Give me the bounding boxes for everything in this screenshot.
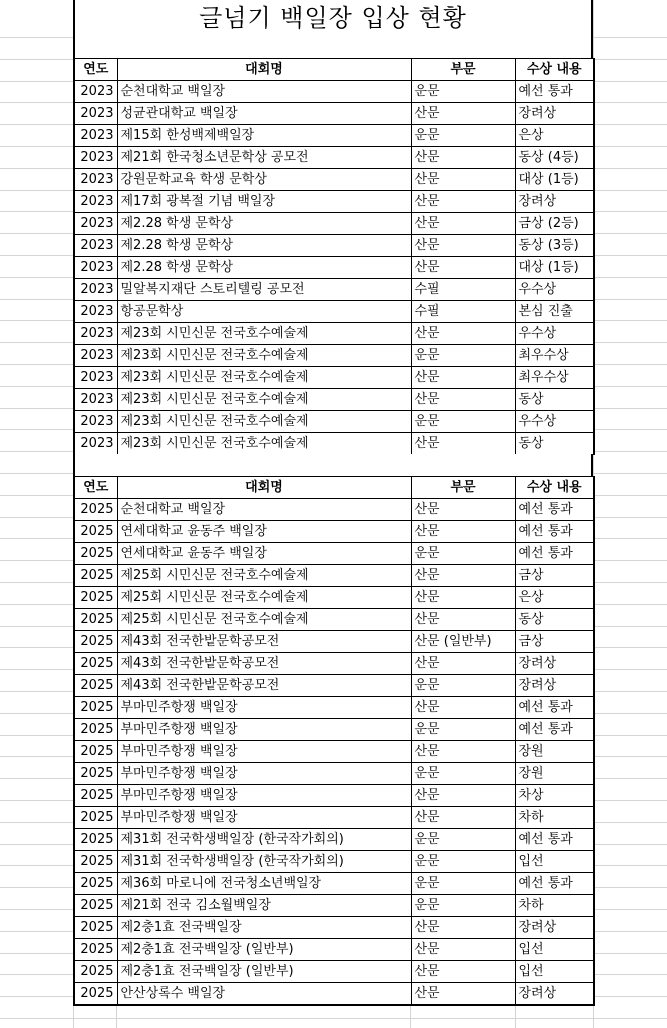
category-cell[interactable]: 산문 [411, 521, 515, 543]
category-cell[interactable]: 산문 [411, 785, 515, 807]
year-cell[interactable]: 2025 [74, 565, 117, 587]
award-cell[interactable]: 동상 (3등) [515, 235, 594, 257]
year-cell[interactable]: 2025 [74, 983, 117, 1006]
category-cell[interactable]: 산문 [411, 565, 515, 587]
contest-cell[interactable]: 밀알복지재단 스토리텔링 공모전 [117, 279, 411, 301]
contest-cell[interactable]: 제15회 한성백제백일장 [117, 125, 411, 147]
contest-cell[interactable]: 제23회 시민신문 전국호수예술제 [117, 323, 411, 345]
table-row [74, 323, 594, 345]
header-category[interactable]: 부문 [411, 59, 515, 81]
contest-cell[interactable]: 제23회 시민신문 전국호수예술제 [117, 433, 411, 455]
year-cell[interactable]: 2023 [74, 367, 117, 389]
table-row [74, 499, 594, 521]
contest-cell[interactable]: 제2충1효 전국백일장 [117, 917, 411, 939]
contest-cell[interactable]: 제23회 시민신문 전국호수예술제 [117, 367, 411, 389]
contest-cell[interactable]: 제2.28 학생 문학상 [117, 213, 411, 235]
year-cell[interactable]: 2023 [74, 301, 117, 323]
award-cell[interactable]: 장원 [515, 763, 594, 785]
contest-cell[interactable]: 항공문학상 [117, 301, 411, 323]
year-cell[interactable]: 2025 [74, 653, 117, 675]
table-row [74, 81, 594, 103]
award-cell[interactable]: 장려상 [515, 103, 594, 125]
table-row [74, 213, 594, 235]
contest-cell[interactable]: 제23회 시민신문 전국호수예술제 [117, 411, 411, 433]
year-cell[interactable]: 2023 [74, 125, 117, 147]
page-title: 글넘기 백일장 입상 현황 [199, 4, 467, 32]
year-cell[interactable]: 2023 [74, 235, 117, 257]
year-cell[interactable]: 2023 [74, 345, 117, 367]
header-year[interactable]: 연도 [74, 59, 117, 81]
award-cell[interactable]: 본심 진출 [515, 301, 594, 323]
award-cell[interactable]: 장려상 [515, 653, 594, 675]
contest-cell[interactable]: 제2충1효 전국백일장 (일반부) [117, 961, 411, 983]
contest-cell[interactable]: 부마민주항쟁 백일장 [117, 807, 411, 829]
table-row [74, 675, 594, 697]
category-cell[interactable]: 산문 [411, 147, 515, 169]
gridline-horizontal [0, 1018, 667, 1019]
award-cell[interactable]: 대상 (1등) [515, 257, 594, 279]
contest-cell[interactable]: 제43회 전국한밭문학공모전 [117, 675, 411, 697]
contest-cell[interactable]: 제2충1효 전국백일장 (일반부) [117, 939, 411, 961]
award-cell[interactable]: 입선 [515, 939, 594, 961]
table-row [74, 917, 594, 939]
category-cell[interactable]: 산문 [411, 169, 515, 191]
award-cell[interactable]: 예선 통과 [515, 81, 594, 103]
year-cell[interactable]: 2025 [74, 719, 117, 741]
award-cell[interactable]: 예선 통과 [515, 543, 594, 565]
year-cell[interactable]: 2025 [74, 499, 117, 521]
category-cell[interactable]: 운문 [411, 719, 515, 741]
category-cell[interactable]: 운문 [411, 345, 515, 367]
year-cell[interactable]: 2023 [74, 279, 117, 301]
year-cell[interactable]: 2025 [74, 851, 117, 873]
category-cell[interactable]: 산문 [411, 983, 515, 1006]
contest-cell[interactable]: 제17회 광복절 기념 백일장 [117, 191, 411, 213]
header-row [74, 59, 594, 81]
table-row [74, 961, 594, 983]
year-cell[interactable]: 2023 [74, 147, 117, 169]
award-cell[interactable]: 장려상 [515, 675, 594, 697]
header-award[interactable]: 수상 내용 [515, 477, 594, 499]
contest-cell[interactable]: 제2.28 학생 문학상 [117, 235, 411, 257]
table-row [74, 521, 594, 543]
year-cell[interactable]: 2023 [74, 257, 117, 279]
award-cell[interactable]: 은상 [515, 125, 594, 147]
category-cell[interactable]: 산문 [411, 587, 515, 609]
category-cell[interactable]: 산문 [411, 103, 515, 125]
empty-row[interactable] [73, 454, 593, 476]
contest-cell[interactable]: 부마민주항쟁 백일장 [117, 741, 411, 763]
category-cell[interactable]: 산문 [411, 917, 515, 939]
contest-cell[interactable]: 부마민주항쟁 백일장 [117, 785, 411, 807]
category-cell[interactable]: 산문 [411, 191, 515, 213]
category-cell[interactable]: 운문 [411, 125, 515, 147]
award-cell[interactable]: 차상 [515, 785, 594, 807]
table-row [74, 433, 594, 455]
year-cell[interactable]: 2025 [74, 521, 117, 543]
table-row [74, 631, 594, 653]
year-cell[interactable]: 2025 [74, 587, 117, 609]
category-cell[interactable]: 운문 [411, 763, 515, 785]
contest-cell[interactable]: 제43회 전국한밭문학공모전 [117, 653, 411, 675]
table-row [74, 609, 594, 631]
year-cell[interactable]: 2023 [74, 411, 117, 433]
award-cell[interactable]: 예선 통과 [515, 697, 594, 719]
award-cell[interactable]: 동상 (4등) [515, 147, 594, 169]
table-row [74, 411, 594, 433]
award-cell[interactable]: 장려상 [515, 983, 594, 1006]
year-cell[interactable]: 2023 [74, 103, 117, 125]
table-row [74, 587, 594, 609]
contest-cell[interactable]: 제21회 전국 김소월백일장 [117, 895, 411, 917]
award-cell[interactable]: 최우수상 [515, 345, 594, 367]
year-cell[interactable]: 2023 [74, 433, 117, 455]
year-cell[interactable]: 2023 [74, 323, 117, 345]
award-cell[interactable]: 대상 (1등) [515, 169, 594, 191]
contest-cell[interactable]: 부마민주항쟁 백일장 [117, 697, 411, 719]
header-contest[interactable]: 대회명 [117, 477, 411, 499]
category-cell[interactable]: 운문 [411, 895, 515, 917]
category-cell[interactable]: 산문 (일반부) [411, 631, 515, 653]
year-cell[interactable]: 2025 [74, 829, 117, 851]
table-row [74, 345, 594, 367]
category-cell[interactable]: 산문 [411, 609, 515, 631]
category-cell[interactable]: 산문 [411, 213, 515, 235]
award-cell[interactable]: 예선 통과 [515, 719, 594, 741]
table-row [74, 895, 594, 917]
year-cell[interactable]: 2023 [74, 191, 117, 213]
table-row [74, 807, 594, 829]
year-cell[interactable]: 2025 [74, 785, 117, 807]
award-cell[interactable]: 예선 통과 [515, 499, 594, 521]
table-row [74, 169, 594, 191]
award-cell[interactable]: 우수상 [515, 279, 594, 301]
award-cell[interactable]: 차하 [515, 895, 594, 917]
table-row [74, 851, 594, 873]
year-cell[interactable]: 2025 [74, 675, 117, 697]
year-cell[interactable]: 2025 [74, 609, 117, 631]
year-cell[interactable]: 2025 [74, 741, 117, 763]
contest-cell[interactable]: 순천대학교 백일장 [117, 499, 411, 521]
award-cell[interactable]: 차하 [515, 807, 594, 829]
title-cell[interactable] [73, 0, 593, 37]
award-cell[interactable]: 동상 [515, 433, 594, 455]
contest-cell[interactable]: 연세대학교 윤동주 백일장 [117, 543, 411, 565]
contest-cell[interactable]: 제21회 한국청소년문학상 공모전 [117, 147, 411, 169]
table-row [74, 565, 594, 587]
year-cell[interactable]: 2025 [74, 631, 117, 653]
table-row [74, 367, 594, 389]
table-row [74, 873, 594, 895]
year-cell[interactable]: 2025 [74, 917, 117, 939]
category-cell[interactable]: 산문 [411, 389, 515, 411]
year-cell[interactable]: 2023 [74, 169, 117, 191]
table-row [74, 697, 594, 719]
category-cell[interactable]: 수필 [411, 301, 515, 323]
contest-cell[interactable]: 부마민주항쟁 백일장 [117, 719, 411, 741]
year-cell[interactable]: 2025 [74, 873, 117, 895]
table-row [74, 719, 594, 741]
header-year[interactable]: 연도 [74, 477, 117, 499]
year-cell[interactable]: 2025 [74, 939, 117, 961]
category-cell[interactable]: 운문 [411, 81, 515, 103]
header-category[interactable]: 부문 [411, 477, 515, 499]
year-cell[interactable]: 2025 [74, 807, 117, 829]
awards-table-2025 [73, 476, 595, 1006]
category-cell[interactable]: 산문 [411, 961, 515, 983]
year-cell[interactable]: 2025 [74, 895, 117, 917]
award-cell[interactable]: 금상 [515, 565, 594, 587]
award-cell[interactable]: 우수상 [515, 323, 594, 345]
category-cell[interactable]: 산문 [411, 939, 515, 961]
contest-cell[interactable]: 제25회 시민신문 전국호수예술제 [117, 609, 411, 631]
contest-cell[interactable]: 제2.28 학생 문학상 [117, 257, 411, 279]
year-cell[interactable]: 2025 [74, 763, 117, 785]
header-award[interactable]: 수상 내용 [515, 59, 594, 81]
year-cell[interactable]: 2025 [74, 543, 117, 565]
header-row [74, 477, 594, 499]
contest-cell[interactable]: 제31회 전국학생백일장 (한국작가회의) [117, 829, 411, 851]
table-row [74, 301, 594, 323]
contest-cell[interactable]: 강원문학교육 학생 문학상 [117, 169, 411, 191]
award-cell[interactable]: 동상 [515, 389, 594, 411]
contest-cell[interactable]: 연세대학교 윤동주 백일장 [117, 521, 411, 543]
year-cell[interactable]: 2025 [74, 697, 117, 719]
category-cell[interactable]: 운문 [411, 829, 515, 851]
header-contest[interactable]: 대회명 [117, 59, 411, 81]
contest-cell[interactable]: 안산상록수 백일장 [117, 983, 411, 1006]
award-cell[interactable]: 최우수상 [515, 367, 594, 389]
category-cell[interactable]: 운문 [411, 851, 515, 873]
year-cell[interactable]: 2023 [74, 389, 117, 411]
table-row [74, 257, 594, 279]
table-row [74, 147, 594, 169]
category-cell[interactable]: 산문 [411, 741, 515, 763]
table-row [74, 103, 594, 125]
award-cell[interactable]: 금상 [515, 631, 594, 653]
category-cell[interactable]: 운문 [411, 675, 515, 697]
contest-cell[interactable]: 부마민주항쟁 백일장 [117, 763, 411, 785]
table-row [74, 191, 594, 213]
award-cell[interactable]: 예선 통과 [515, 829, 594, 851]
table-row [74, 543, 594, 565]
category-cell[interactable]: 산문 [411, 367, 515, 389]
award-cell[interactable]: 동상 [515, 609, 594, 631]
table-row [74, 279, 594, 301]
award-cell[interactable]: 은상 [515, 587, 594, 609]
award-cell[interactable]: 우수상 [515, 411, 594, 433]
award-cell[interactable]: 입선 [515, 961, 594, 983]
award-cell[interactable]: 장려상 [515, 917, 594, 939]
table-row [74, 785, 594, 807]
table-row [74, 939, 594, 961]
table-row [74, 389, 594, 411]
table-row [74, 235, 594, 257]
contest-cell[interactable]: 성균관대학교 백일장 [117, 103, 411, 125]
table-row [74, 741, 594, 763]
category-cell[interactable]: 운문 [411, 543, 515, 565]
category-cell[interactable]: 산문 [411, 653, 515, 675]
award-cell[interactable]: 장원 [515, 741, 594, 763]
contest-cell[interactable]: 제25회 시민신문 전국호수예술제 [117, 565, 411, 587]
table-row [74, 829, 594, 851]
awards-table-2023 [73, 58, 595, 455]
contest-cell[interactable]: 제25회 시민신문 전국호수예술제 [117, 587, 411, 609]
category-cell[interactable]: 수필 [411, 279, 515, 301]
table-row [74, 763, 594, 785]
contest-cell[interactable]: 제23회 시민신문 전국호수예술제 [117, 345, 411, 367]
contest-cell[interactable]: 제43회 전국한밭문학공모전 [117, 631, 411, 653]
category-cell[interactable]: 산문 [411, 807, 515, 829]
category-cell[interactable]: 운문 [411, 411, 515, 433]
year-cell[interactable]: 2023 [74, 81, 117, 103]
award-cell[interactable]: 예선 통과 [515, 873, 594, 895]
table-row [74, 653, 594, 675]
award-cell[interactable]: 입선 [515, 851, 594, 873]
contest-cell[interactable]: 제23회 시민신문 전국호수예술제 [117, 389, 411, 411]
award-cell[interactable]: 금상 (2등) [515, 213, 594, 235]
category-cell[interactable]: 운문 [411, 873, 515, 895]
award-cell[interactable]: 예선 통과 [515, 521, 594, 543]
category-cell[interactable]: 산문 [411, 433, 515, 455]
category-cell[interactable]: 산문 [411, 323, 515, 345]
contest-cell[interactable]: 순천대학교 백일장 [117, 81, 411, 103]
contest-cell[interactable]: 제36회 마로니에 전국청소년백일장 [117, 873, 411, 895]
year-cell[interactable]: 2025 [74, 961, 117, 983]
empty-row[interactable] [73, 37, 593, 58]
table-row [74, 125, 594, 147]
year-cell[interactable]: 2023 [74, 213, 117, 235]
category-cell[interactable]: 산문 [411, 235, 515, 257]
category-cell[interactable]: 산문 [411, 257, 515, 279]
category-cell[interactable]: 산문 [411, 697, 515, 719]
contest-cell[interactable]: 제31회 전국학생백일장 (한국작가회의) [117, 851, 411, 873]
award-cell[interactable]: 장려상 [515, 191, 594, 213]
table-row [74, 983, 594, 1006]
category-cell[interactable]: 산문 [411, 499, 515, 521]
